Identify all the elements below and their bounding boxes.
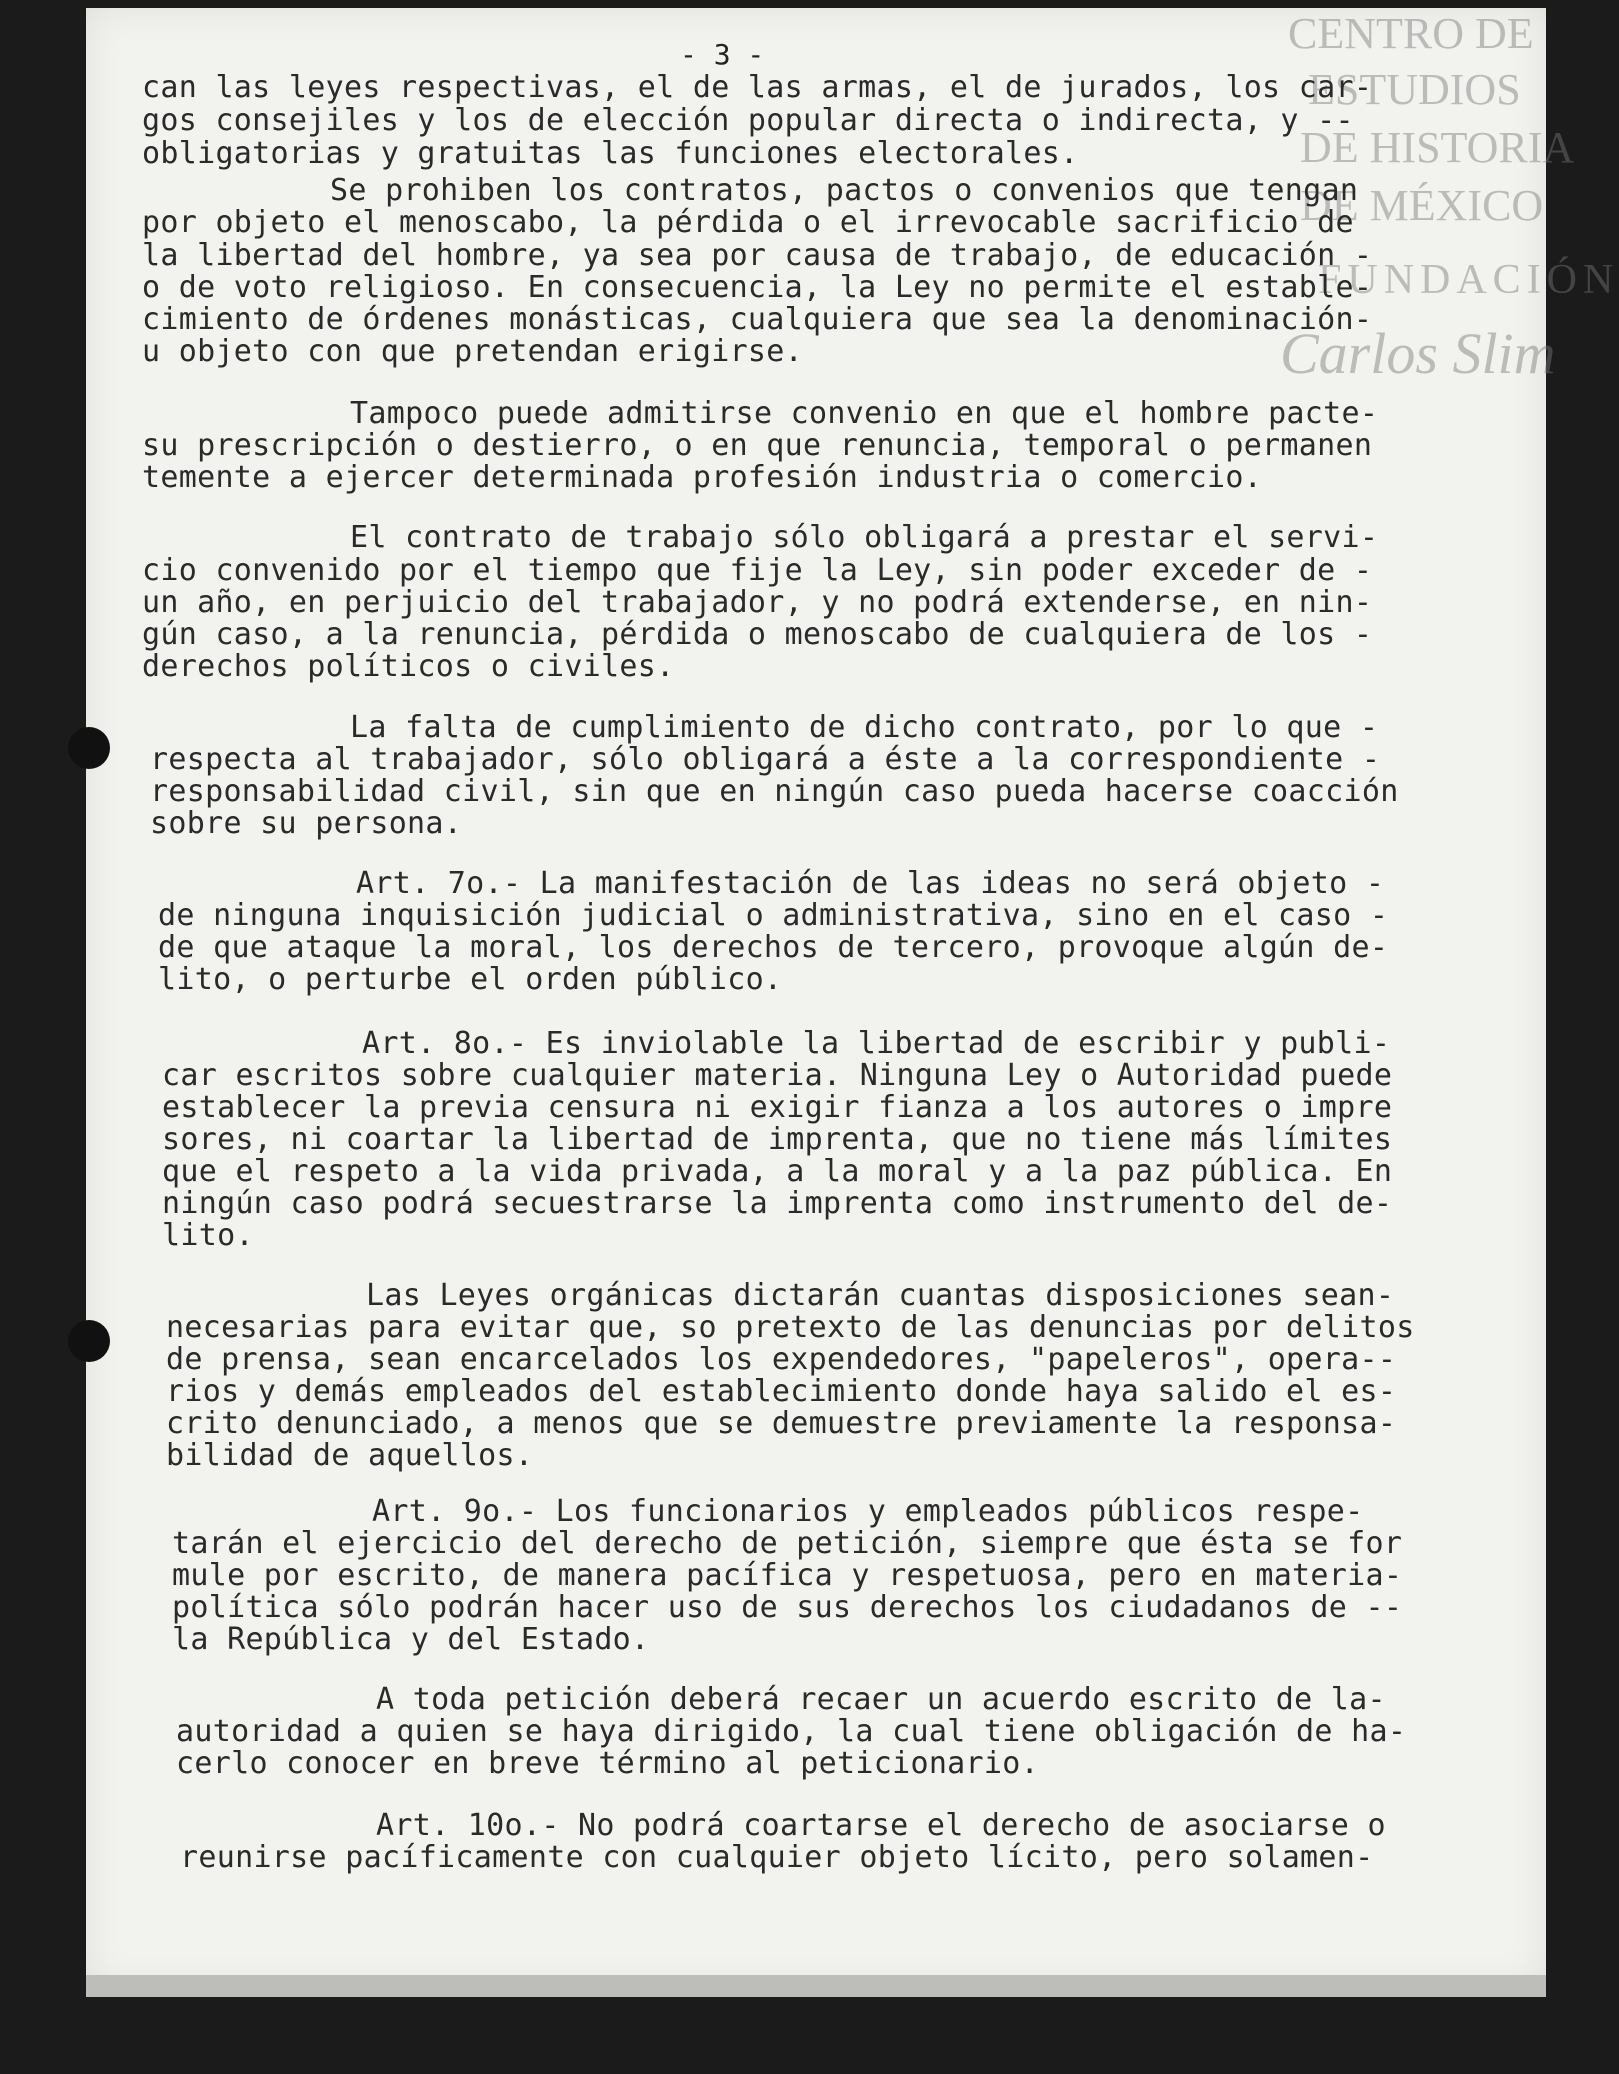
text-line: Art. 10o.- No podrá coartarse el derecho de asociarse o [376,1808,1386,1843]
text-line: lito. [162,1218,254,1253]
text-line: la República y del Estado. [172,1622,650,1657]
text-line: sores, ni coartar la libertad de imprenta, que no tiene más límites [162,1122,1393,1157]
text-line: bilidad de aquellos. [166,1438,534,1473]
text-line: Tampoco puede admitirse convenio en que el hombre pacte- [350,396,1379,431]
text-line: A toda petición deberá recaer un acuerdo escrito de la- [376,1682,1386,1717]
text-line: Art. 9o.- Los funcionarios y empleados públicos respe- [372,1494,1364,1529]
text-line: Las Leyes orgánicas dictarán cuantas disposiciones sean- [366,1278,1395,1313]
watermark-signature: Carlos Slim [1280,321,1556,386]
text-line: cio convenido por el tiempo que fije la Ley, sin poder exceder de - [142,553,1373,588]
text-line: gos consejiles y los de elección popular directa o indirecta, y -- [142,103,1354,138]
page-number: - 3 - [680,38,765,71]
text-line: Se prohiben los contratos, pactos o convenios que tengan [330,173,1359,208]
text-line: cerlo conocer en breve término al peticionario. [176,1746,1039,1781]
text-line: La falta de cumplimiento de dicho contrato, por lo que - [350,710,1379,745]
watermark-line: DE HISTORIA [1300,123,1575,172]
text-line: rios y demás empleados del establecimiento donde haya salido el es- [166,1374,1397,1409]
text-line: Art. 8o.- Es inviolable la libertad de escribir y publi- [362,1026,1391,1061]
text-line: cimiento de órdenes monásticas, cualquiera que sea la denominación- [142,302,1373,337]
watermark-line: FUNDACIÓN [1318,257,1619,303]
text-line: de prensa, sean encarcelados los expendedores, "papeleros", opera-- [166,1342,1397,1377]
text-line: derechos políticos o civiles. [142,649,675,684]
watermark-line: ESTUDIOS [1308,65,1521,114]
text-line: El contrato de trabajo sólo obligará a prestar el servi- [350,520,1379,555]
watermark-line: DE MÉXICO [1300,181,1544,230]
text-line: su prescripción o destierro, o en que renuncia, temporal o permanen [142,428,1373,463]
text-line: obligatorias y gratuitas las funciones electorales. [142,136,1079,171]
text-line: gún caso, a la renuncia, pérdida o menoscabo de cualquiera de los - [142,617,1373,652]
text-line: un año, en perjuicio del trabajador, y no podrá extenderse, en nin- [142,585,1373,620]
punch-hole-bottom [68,1320,110,1362]
punch-hole-top [68,727,110,769]
text-line: o de voto religioso. En consecuencia, la Ley no permite el estable- [142,270,1373,305]
text-line: ningún caso podrá secuestrarse la imprenta como instrumento del de- [162,1186,1393,1221]
text-line: can las leyes respectivas, el de las armas, el de jurados, los car- [142,70,1373,105]
text-line: lito, o perturbe el orden público. [158,962,783,997]
text-line: de que ataque la moral, los derechos de tercero, provoque algún de- [158,930,1389,965]
text-line: autoridad a quien se haya dirigido, la cual tiene obligación de ha- [176,1714,1407,1749]
text-line: la libertad del hombre, ya sea por causa de trabajo, de educación - [142,238,1373,273]
text-line: política sólo podrán hacer uso de sus derechos los ciudadanos de -- [172,1590,1403,1625]
text-line: responsabilidad civil, sin que en ningún caso pueda hacerse coacción [150,774,1399,809]
text-line: crito denunciado, a menos que se demuestre previamente la responsa- [166,1406,1397,1441]
text-line: que el respeto a la vida privada, a la moral y a la paz pública. En [162,1154,1393,1189]
text-line: establecer la previa censura ni exigir fianza a los autores o impre [162,1090,1393,1125]
text-line: por objeto el menoscabo, la pérdida o el irrevocable sacrificio de [142,205,1354,240]
text-line: de ninguna inquisición judicial o administrativa, sino en el caso - [158,898,1389,933]
text-line: temente a ejercer determinada profesión industria o comercio. [142,460,1263,495]
watermark-line: CENTRO DE [1288,9,1534,58]
text-line: necesarias para evitar que, so pretexto de las denuncias por delitos [166,1310,1415,1345]
page-edge-shadow [86,1975,1546,1997]
text-line: u objeto con que pretendan erigirse. [142,334,804,369]
text-line: sobre su persona. [150,806,463,841]
text-line: mule por escrito, de manera pacífica y respetuosa, pero en materia- [172,1558,1403,1593]
text-line: respecta al trabajador, sólo obligará a éste a la correspondiente - [150,742,1381,777]
text-line: Art. 7o.- La manifestación de las ideas no será objeto - [356,866,1385,901]
text-line: car escritos sobre cualquier materia. Ninguna Ley o Autoridad puede [162,1058,1393,1093]
text-line: tarán el ejercicio del derecho de petición, siempre que ésta se for [172,1526,1403,1561]
text-line: reunirse pacíficamente con cualquier objeto lícito, pero solamen- [180,1840,1374,1875]
